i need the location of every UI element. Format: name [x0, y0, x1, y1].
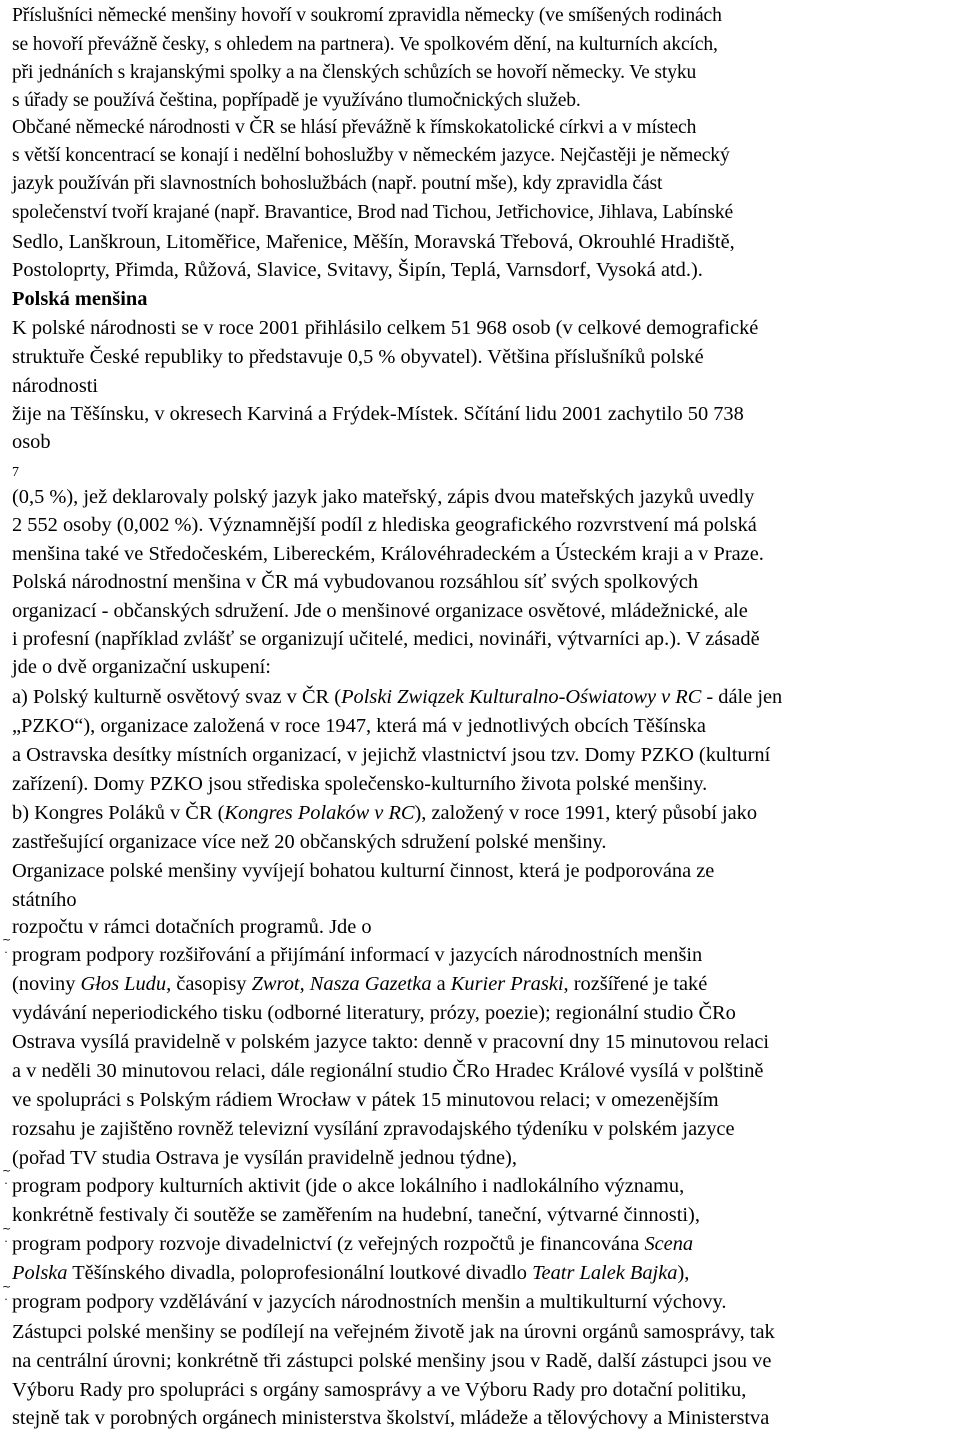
text-line: stejně tak v porobných orgánech ministerstva školství, mládeže a tělovýchovy a Ministerstva — [12, 1407, 770, 1429]
text-line: s úřady se používá čeština, popřípadě je využíváno tlumočnických služeb. — [12, 90, 581, 111]
text-line: ve spolupráci s Polským rádiem Wrocław v pátek 15 minutovou relaci; v omezenějším — [12, 1089, 719, 1111]
text-line: „PZKO“), organizace založená v roce 1947, která má v jednotlivých obcích Těšínska — [12, 715, 706, 737]
text-line: jde o dvě organizační uskupení: — [12, 656, 271, 678]
text-line: rozsahu je zajištěno rovněž televizní vysílání zpravodajského týdeníku v polském jazyce — [12, 1118, 735, 1140]
text-line: Sedlo, Lanškroun, Litoměřice, Mařenice, Měšín, Moravská Třebová, Okrouhlé Hradiště, — [12, 231, 735, 253]
text-line: Občané německé národnosti v ČR se hlásí převážně k římskokatolické církvi a v místech — [12, 117, 697, 138]
text-line: organizací - občanských sdružení. Jde o menšinové organizace osvětové, mládežnické, ale — [12, 600, 748, 622]
list-bullet-dot-icon: . — [4, 1290, 8, 1303]
section-heading: Polská menšina — [12, 288, 148, 310]
text-line: konkrétně festivaly či soutěže se zaměřením na hudební, taneční, výtvarné činnosti), — [12, 1204, 700, 1226]
text-line: b) Kongres Poláků v ČR (Kongres Polaków v RC), založený v roce 1991, který působí jako — [12, 802, 758, 824]
list-bullet-icon: ~ — [2, 933, 12, 946]
text-line: zařízení). Domy PZKO jsou střediska společensko-kulturního života polské menšiny. — [12, 773, 708, 795]
text-line: s větší koncentrací se konají i nedělní bohoslužby v německém jazyce. Nejčastěji je německý — [12, 145, 730, 166]
footnote-marker: 7 — [12, 465, 19, 480]
text-line: při jednáních s krajanskými spolky a na členských schůzích se hovoří německy. Ve styku — [12, 62, 697, 83]
text-line: Postoloprty, Přimda, Růžová, Slavice, Svitavy, Šipín, Teplá, Varnsdorf, Vysoká atd.). — [12, 259, 703, 281]
text-line: Výboru Rady pro spolupráci s orgány samosprávy a ve Výboru Rady pro dotační politiku, — [12, 1379, 747, 1401]
text-line: (pořad TV studia Ostrava je vysílán pravidelně jednou týdne), — [12, 1147, 517, 1169]
text-line: zastřešující organizace více než 20 občanských sdružení polské menšiny. — [12, 831, 607, 853]
list-item: program podpory vzdělávání v jazycích národnostních menšin a multikulturní výchovy. — [12, 1291, 727, 1313]
list-item: program podpory rozšiřování a přijímání informací v jazycích národnostních menšin — [12, 944, 703, 966]
text-line: rozpočtu v rámci dotačních programů. Jde o — [12, 916, 372, 938]
list-bullet-dot-icon: . — [4, 1174, 8, 1187]
text-line: Příslušníci německé menšiny hovoří v soukromí zpravidla německy (ve smíšených rodinách — [12, 5, 722, 26]
text-line: K polské národnosti se v roce 2001 přihlásilo celkem 51 968 osob (v celkové demografické — [12, 317, 759, 339]
text-line: menšina také ve Středočeském, Libereckém, Královéhradeckém a Ústeckém kraji a v Praze. — [12, 543, 764, 565]
text-line: Ostrava vysílá pravidelně v polském jazyce takto: denně v pracovní dny 15 minutovou relaci — [12, 1031, 770, 1053]
text-line: národnosti — [12, 375, 99, 397]
list-bullet-icon: ~ — [2, 1164, 12, 1177]
text-line: (noviny Głos Ludu, časopisy Zwrot, Nasza Gazetka a Kurier Praski, rozšířené je také — [12, 973, 708, 995]
list-bullet-dot-icon: . — [4, 943, 8, 956]
text-line: osob — [12, 431, 51, 453]
list-bullet-icon: ~ — [2, 1280, 12, 1293]
list-item: program podpory kulturních aktivit (jde o akce lokálního i nadlokálního významu, — [12, 1175, 685, 1197]
text-line: a) Polský kulturně osvětový svaz v ČR (Polski Związek Kulturalno-Oświatowy v RC - dále jen — [12, 686, 783, 708]
text-line: jazyk používán při slavnostních bohoslužbách (např. poutní mše), kdy zpravidla část — [12, 173, 663, 194]
text-line: žije na Těšínsku, v okresech Karviná a Frýdek-Místek. Sčítání lidu 2001 zachytilo 50 738 — [12, 403, 744, 425]
text-line: Zástupci polské menšiny se podílejí na veřejném životě jak na úrovni orgánů samosprávy, tak — [12, 1321, 775, 1343]
text-line: 2 552 osoby (0,002 %). Významnější podíl z hlediska geografického rozvrstvení má polská — [12, 514, 757, 536]
text-line: Organizace polské menšiny vyvíjejí bohatou kulturní činnost, která je podporována ze — [12, 860, 715, 882]
text-line: Polská národnostní menšina v ČR má vybudovanou rozsáhlou síť svých spolkových — [12, 571, 699, 593]
list-bullet-icon: ~ — [2, 1222, 12, 1235]
text-line: vydávání neperiodického tisku (odborné literatury, prózy, poezie); regionální studio ČRo — [12, 1002, 736, 1024]
list-item: program podpory rozvoje divadelnictví (z veřejných rozpočtů je financována Scena — [12, 1233, 694, 1255]
text-line: (0,5 %), jež deklarovaly polský jazyk jako mateřský, zápis dvou mateřských jazyků uvedly — [12, 486, 755, 508]
text-line: a Ostravska desítky místních organizací, v jejichž vlastnictví jsou tzv. Domy PZKO (kulturní — [12, 744, 771, 766]
text-line: se hovoří převážně česky, s ohledem na partnera). Ve spolkovém dění, na kulturních akcích, — [12, 34, 718, 55]
text-line: státního — [12, 889, 77, 911]
text-line: i profesní (například zvlášť se organizují učitelé, medici, novináři, výtvarníci ap.). V zásadě — [12, 628, 760, 650]
list-bullet-dot-icon: . — [4, 1232, 8, 1245]
text-line: společenství tvoří krajané (např. Bravantice, Brod nad Tichou, Jetřichovice, Jihlava, Labínské — [12, 202, 734, 223]
text-line: na centrální úrovni; konkrétně tři zástupci polské menšiny jsou v Radě, další zástupci jsou ve — [12, 1350, 772, 1372]
text-line: Polska Těšínského divadla, poloprofesionální loutkové divadlo Teatr Lalek Bajka), — [12, 1262, 690, 1284]
text-line: a v neděli 30 minutovou relaci, dále regionální studio ČRo Hradec Králové vysílá v polštině — [12, 1060, 764, 1082]
text-line: struktuře České republiky to představuje 0,5 % obyvatel). Většina příslušníků polské — [12, 346, 704, 368]
